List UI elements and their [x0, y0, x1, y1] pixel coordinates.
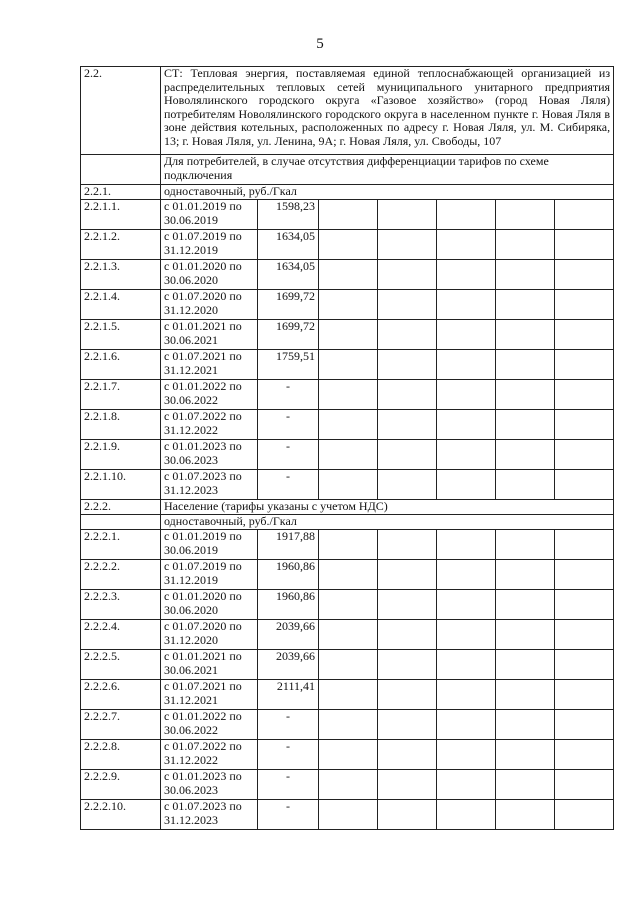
empty-cell [496, 770, 555, 800]
empty-cell [555, 230, 614, 260]
table-row [81, 440, 614, 470]
row-value: - [258, 380, 319, 410]
row-value: - [258, 410, 319, 440]
row-value: 1759,51 [258, 350, 319, 380]
row-code: 2.2.1.6. [81, 350, 161, 380]
row-code: 2.2.2.1. [81, 530, 161, 560]
table-row [81, 620, 614, 650]
row-period: с 01.01.2019 по 30.06.2019 [161, 530, 258, 560]
table-row [81, 590, 614, 620]
empty-cell [319, 290, 378, 320]
row-value: - [258, 710, 319, 740]
empty-cell [319, 350, 378, 380]
row-period: с 01.01.2019 по 30.06.2019 [161, 200, 258, 230]
table-row [81, 290, 614, 320]
row-period: с 01.07.2020 по 31.12.2020 [161, 620, 258, 650]
empty-cell [555, 650, 614, 680]
row-period: с 01.07.2023 по 31.12.2023 [161, 470, 258, 500]
empty-cell [319, 260, 378, 290]
empty-cell [555, 770, 614, 800]
table-row [81, 320, 614, 350]
row-code: 2.2.1.9. [81, 440, 161, 470]
row-code: 2.2.1.7. [81, 380, 161, 410]
row-code: 2.2.2.2. [81, 560, 161, 590]
empty-cell [437, 260, 496, 290]
table-row [81, 740, 614, 770]
group1-code: 2.2.1. [81, 185, 161, 200]
empty-cell [319, 200, 378, 230]
empty-cell [496, 350, 555, 380]
empty-cell [496, 740, 555, 770]
table-row [81, 800, 614, 830]
row-code: 2.2.1.8. [81, 410, 161, 440]
row-period: с 01.01.2023 по 30.06.2023 [161, 770, 258, 800]
row-value: 1634,05 [258, 230, 319, 260]
empty-cell [319, 680, 378, 710]
empty-cell [555, 560, 614, 590]
empty-cell [496, 440, 555, 470]
empty-cell [496, 260, 555, 290]
empty-cell [496, 560, 555, 590]
empty-cell [319, 470, 378, 500]
row-code: 2.2.2.4. [81, 620, 161, 650]
empty-cell [81, 155, 161, 185]
table-row [81, 770, 614, 800]
empty-cell [378, 380, 437, 410]
row-period: с 01.07.2019 по 31.12.2019 [161, 560, 258, 590]
empty-cell [378, 800, 437, 830]
empty-cell [437, 350, 496, 380]
empty-cell [496, 590, 555, 620]
empty-cell [437, 440, 496, 470]
empty-cell [496, 530, 555, 560]
row-period: с 01.07.2023 по 31.12.2023 [161, 800, 258, 830]
empty-cell [555, 590, 614, 620]
row-code: 2.2.1.5. [81, 320, 161, 350]
empty-cell [437, 650, 496, 680]
empty-cell [555, 740, 614, 770]
row-period: с 01.07.2021 по 31.12.2021 [161, 350, 258, 380]
row-period: с 01.07.2020 по 31.12.2020 [161, 290, 258, 320]
row-value: 2039,66 [258, 620, 319, 650]
empty-cell [319, 440, 378, 470]
empty-cell [378, 260, 437, 290]
empty-cell [437, 320, 496, 350]
table-row [81, 230, 614, 260]
empty-cell [437, 620, 496, 650]
empty-cell [437, 560, 496, 590]
empty-cell [378, 410, 437, 440]
row-code: 2.2.1.3. [81, 260, 161, 290]
empty-cell [378, 230, 437, 260]
empty-cell [496, 410, 555, 440]
empty-cell [378, 350, 437, 380]
empty-cell [319, 320, 378, 350]
empty-cell [319, 740, 378, 770]
empty-cell [555, 620, 614, 650]
empty-cell [378, 200, 437, 230]
tariff-table [80, 66, 614, 830]
empty-cell [496, 650, 555, 680]
group-label: Население (тарифы указаны с учетом НДС) [161, 500, 614, 515]
row-code: 2.2.1.10. [81, 470, 161, 500]
empty-cell [378, 620, 437, 650]
row-value: 1699,72 [258, 320, 319, 350]
row-value: - [258, 770, 319, 800]
row-value: - [258, 470, 319, 500]
row-period: с 01.01.2021 по 30.06.2021 [161, 650, 258, 680]
table-row [81, 650, 614, 680]
row-value: - [258, 440, 319, 470]
empty-cell [378, 530, 437, 560]
row-code: 2.2.2.10. [81, 800, 161, 830]
empty-cell [319, 230, 378, 260]
row-value: 2039,66 [258, 650, 319, 680]
empty-cell [319, 770, 378, 800]
consumers-note: Для потребителей, в случае отсутствия дифференциации тарифов по схеме подключения [161, 155, 614, 185]
row-code: 2.2.1.4. [81, 290, 161, 320]
row-period: с 01.01.2021 по 30.06.2021 [161, 320, 258, 350]
empty-cell [378, 470, 437, 500]
empty-cell [437, 410, 496, 440]
table-row [81, 680, 614, 710]
empty-cell [437, 740, 496, 770]
empty-cell [496, 620, 555, 650]
row-period: с 01.01.2020 по 30.06.2020 [161, 260, 258, 290]
empty-cell [555, 440, 614, 470]
empty-cell [319, 590, 378, 620]
row-period: с 01.01.2020 по 30.06.2020 [161, 590, 258, 620]
row-period: с 01.07.2021 по 31.12.2021 [161, 680, 258, 710]
empty-cell [555, 350, 614, 380]
empty-cell [555, 290, 614, 320]
table-row [81, 560, 614, 590]
empty-cell [378, 290, 437, 320]
empty-cell [319, 620, 378, 650]
empty-cell [437, 590, 496, 620]
empty-cell [437, 800, 496, 830]
empty-cell [378, 650, 437, 680]
row-value: 1917,88 [258, 530, 319, 560]
group1-label: одноставочный, руб./Гкал [161, 185, 614, 200]
empty-cell [555, 410, 614, 440]
row-value: 2111,41 [258, 680, 319, 710]
empty-cell [378, 770, 437, 800]
row-code: 2.2.1.1. [81, 200, 161, 230]
section-description: СТ: Тепловая энергия, поставляемая единой теплоснабжающей организацией из распределительных тепловых сетей муниципального унитарного предприятия Новолялинского городского округа «Газовое хозяйство» (город Новая Ляля) потребителям Новолялинского городского округа в населенном пункте г. Новая Ляля в зоне действия котельных, расположенных по адресу г. Новая Ляля, ул. М. Сибиряка, 13; г. Новая Ляля, ул. Ленина, 9А; г. Новая Ляля, ул. Свободы, 107 [161, 67, 614, 155]
group2-header-row [81, 500, 614, 515]
row-code: 2.2.2.3. [81, 590, 161, 620]
consumers-note-row [81, 155, 614, 185]
table-row [81, 260, 614, 290]
empty-cell [319, 530, 378, 560]
row-value: - [258, 800, 319, 830]
empty-cell [496, 290, 555, 320]
empty-cell [437, 380, 496, 410]
empty-cell [378, 560, 437, 590]
row-code: 2.2.1.2. [81, 230, 161, 260]
empty-cell [437, 200, 496, 230]
empty-cell [555, 800, 614, 830]
group2-subheader-row [81, 515, 614, 530]
row-code: 2.2.2.8. [81, 740, 161, 770]
row-code: 2.2.2.6. [81, 680, 161, 710]
row-period: с 01.01.2022 по 30.06.2022 [161, 380, 258, 410]
empty-cell [496, 800, 555, 830]
row-value: 1598,23 [258, 200, 319, 230]
empty-cell [496, 710, 555, 740]
empty-cell [555, 260, 614, 290]
group-code: 2.2.2. [81, 500, 161, 515]
empty-cell [437, 470, 496, 500]
empty-cell [378, 320, 437, 350]
empty-cell [319, 410, 378, 440]
group1-header-row [81, 185, 614, 200]
table-row [81, 710, 614, 740]
empty-cell [378, 710, 437, 740]
empty-cell [378, 590, 437, 620]
empty-cell [319, 710, 378, 740]
row-period: с 01.07.2019 по 31.12.2019 [161, 230, 258, 260]
empty-cell [437, 230, 496, 260]
empty-cell [378, 740, 437, 770]
section-header-row [81, 67, 614, 155]
empty-cell [496, 320, 555, 350]
empty-cell [378, 680, 437, 710]
empty-cell [437, 770, 496, 800]
empty-cell [496, 680, 555, 710]
row-code: 2.2.2.7. [81, 710, 161, 740]
row-value: - [258, 740, 319, 770]
section-code: 2.2. [81, 67, 161, 155]
row-period: с 01.07.2022 по 31.12.2022 [161, 410, 258, 440]
table-row [81, 470, 614, 500]
row-value: 1960,86 [258, 560, 319, 590]
row-code: 2.2.2.5. [81, 650, 161, 680]
empty-cell [81, 515, 161, 530]
empty-cell [496, 230, 555, 260]
tariff-table-body [81, 67, 614, 830]
row-code: 2.2.2.9. [81, 770, 161, 800]
table-row [81, 200, 614, 230]
empty-cell [555, 320, 614, 350]
empty-cell [555, 200, 614, 230]
empty-cell [496, 470, 555, 500]
empty-cell [378, 440, 437, 470]
row-period: с 01.07.2022 по 31.12.2022 [161, 740, 258, 770]
empty-cell [437, 710, 496, 740]
empty-cell [555, 680, 614, 710]
row-period: с 01.01.2022 по 30.06.2022 [161, 710, 258, 740]
empty-cell [319, 380, 378, 410]
empty-cell [437, 290, 496, 320]
empty-cell [437, 530, 496, 560]
empty-cell [319, 800, 378, 830]
row-value: 1699,72 [258, 290, 319, 320]
empty-cell [555, 530, 614, 560]
empty-cell [319, 560, 378, 590]
group-label: одноставочный, руб./Гкал [161, 515, 614, 530]
empty-cell [437, 680, 496, 710]
empty-cell [319, 650, 378, 680]
row-period: с 01.01.2023 по 30.06.2023 [161, 440, 258, 470]
table-row [81, 410, 614, 440]
empty-cell [496, 380, 555, 410]
empty-cell [555, 470, 614, 500]
empty-cell [555, 380, 614, 410]
table-row [81, 380, 614, 410]
empty-cell [496, 200, 555, 230]
empty-cell [555, 710, 614, 740]
table-row [81, 530, 614, 560]
table-row [81, 350, 614, 380]
page-number: 5 [316, 36, 324, 52]
row-value: 1634,05 [258, 260, 319, 290]
row-value: 1960,86 [258, 590, 319, 620]
